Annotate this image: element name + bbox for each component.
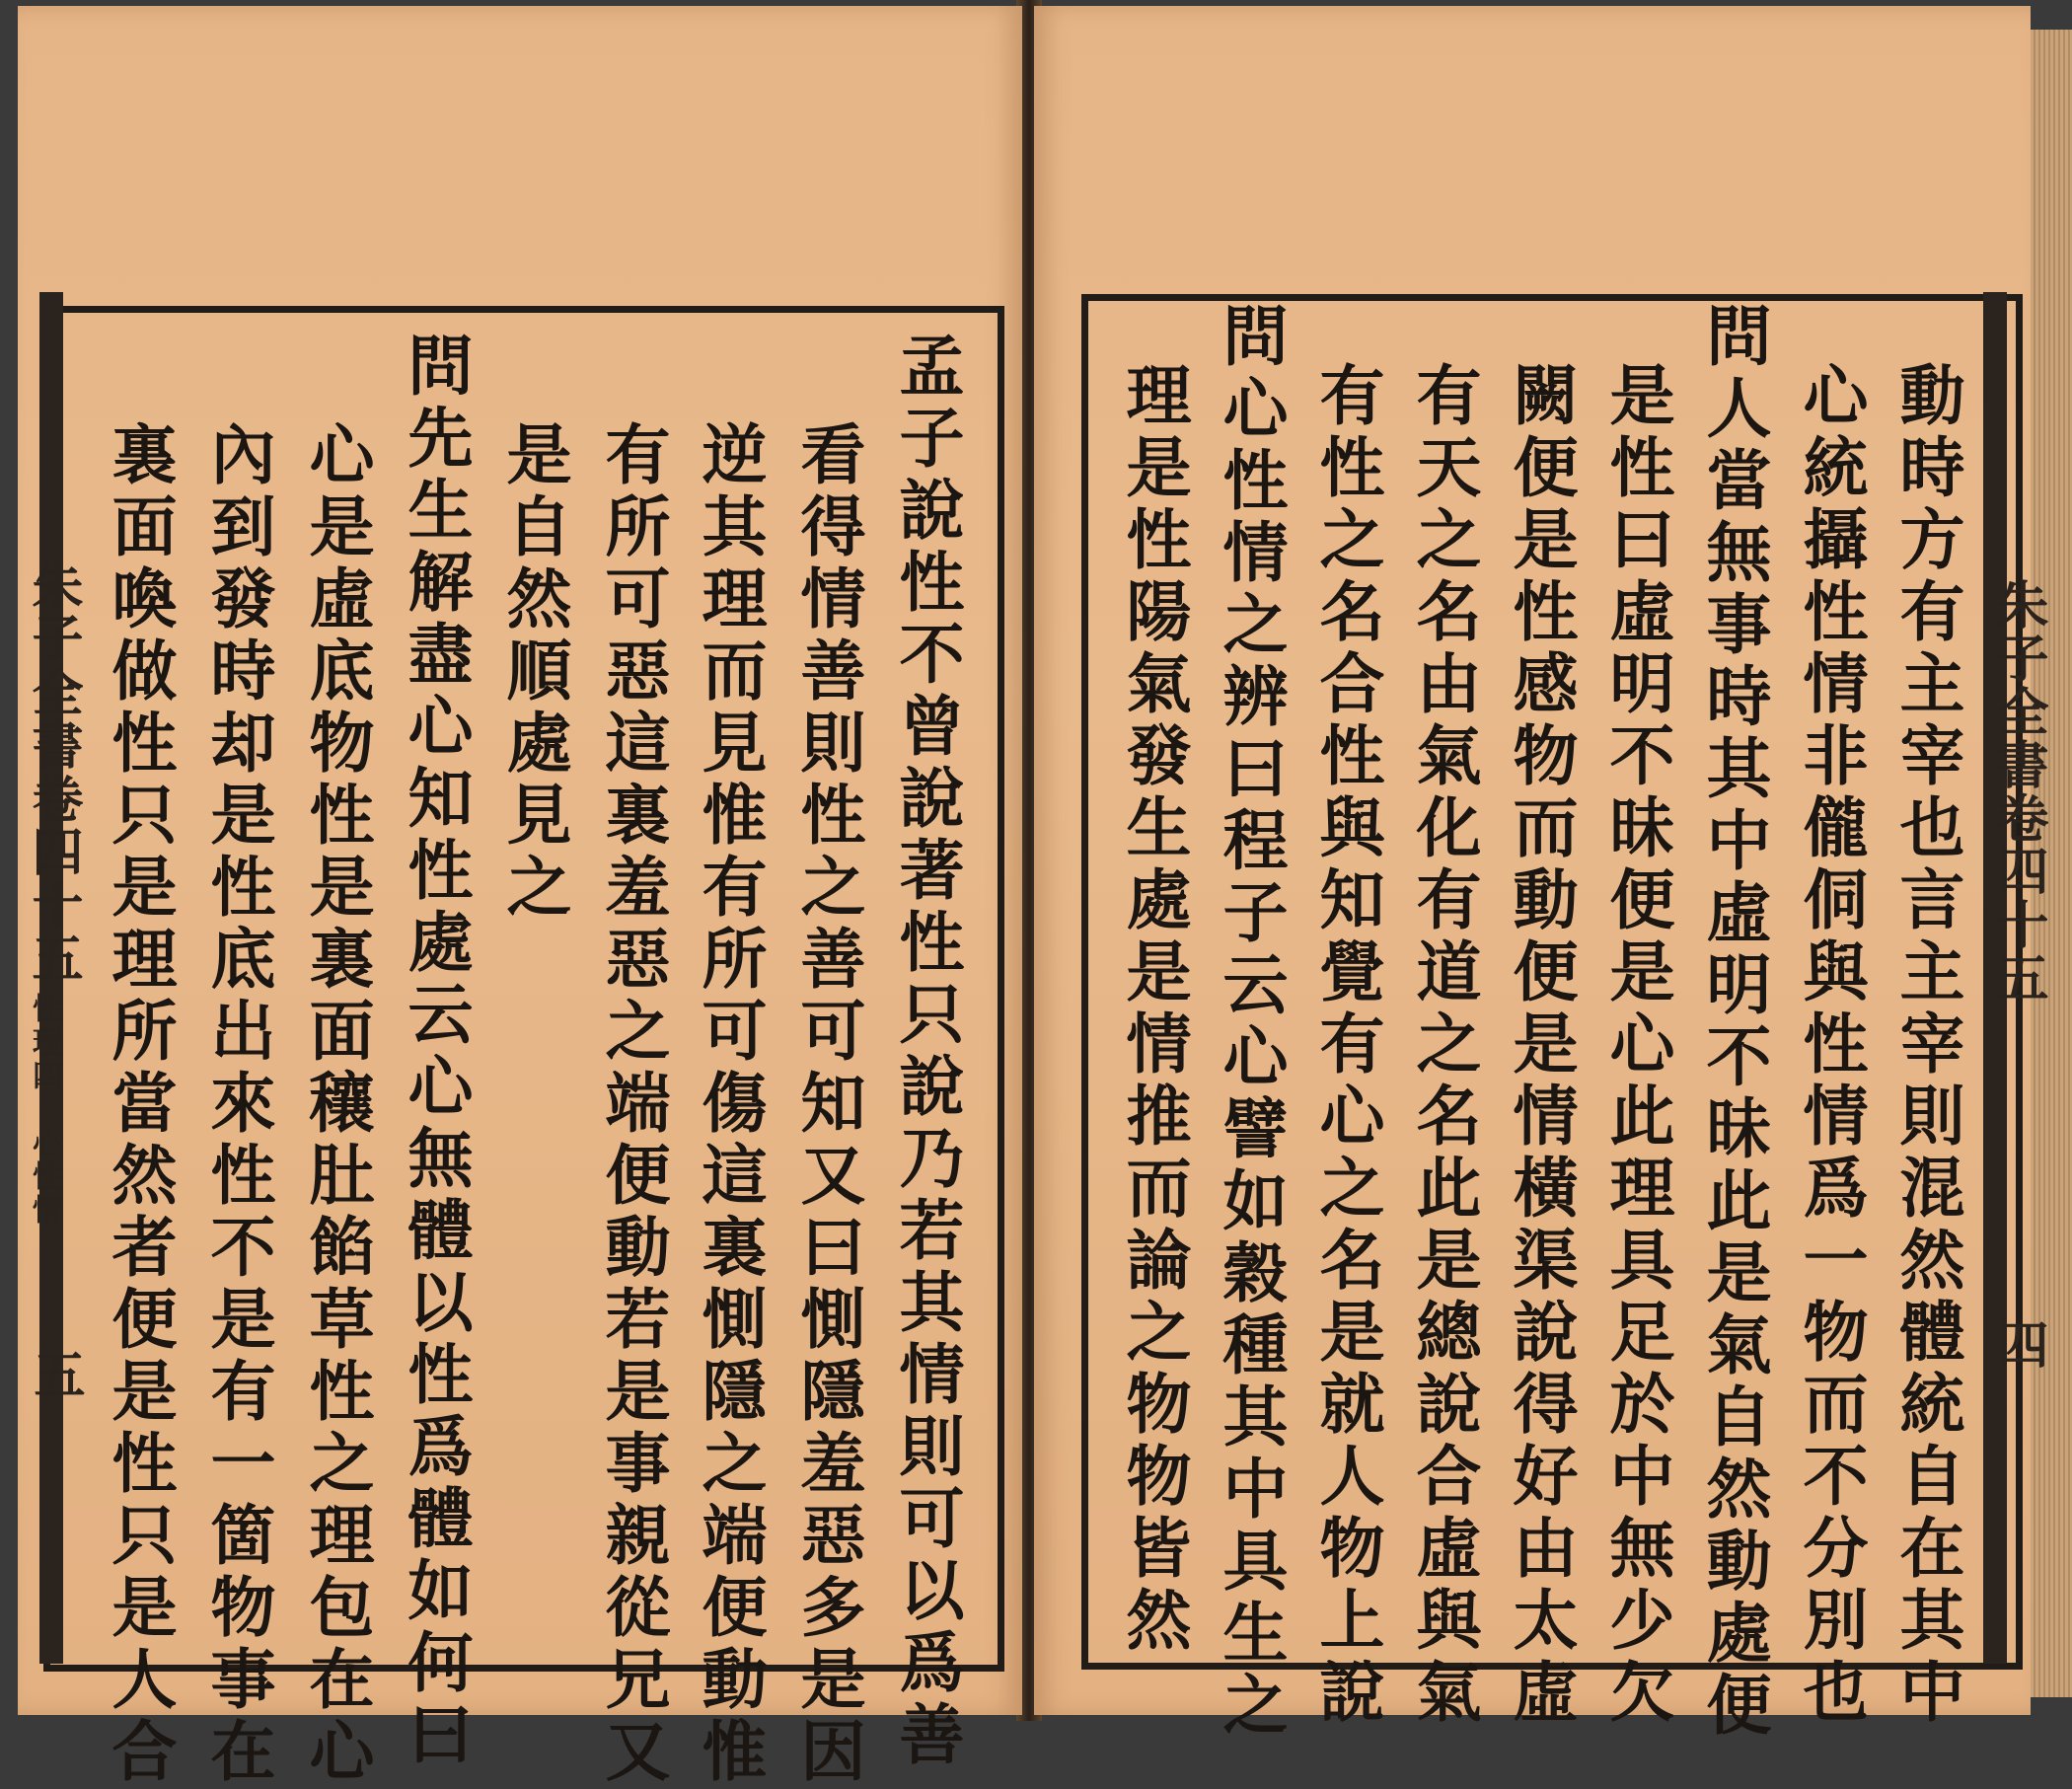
right-banxin-page: 四 (1988, 1318, 2048, 1370)
left-page (18, 6, 1022, 1789)
right-col-7: 有性之名合性與知覺有心之名是就人物上說 (1308, 361, 1385, 1730)
left-col-9: 裏面喚做性只是理所當然者便是性只是人合 (101, 420, 178, 1789)
left-col-4: 有所可惡這裏羞惡之端便動若是事親從兄又 (594, 420, 671, 1789)
right-page (1034, 6, 2048, 1743)
right-banxin-title: 朱子全書卷四十五 (1988, 578, 2048, 1005)
left-col-2: 看得情善則性之善可知又曰惻隱羞惡多是因 (789, 420, 866, 1789)
right-col-3: 問人當無事時其中虛明不昧此是氣自然動處便 (1695, 302, 1772, 1743)
left-col-6: 問先生解盡心知性處云心無體以性爲體如何曰 (397, 332, 474, 1772)
right-col-8: 問心性情之辨曰程子云心譬如穀種其中具生之 (1212, 302, 1289, 1743)
left-banxin-section: 性理四 心性情 (27, 993, 61, 1228)
right-col-4: 是性曰虛明不昧便是心此理具足於中無少欠 (1598, 361, 1675, 1730)
right-col-5: 闕便是性感物而動便是情橫渠說得好由太虛 (1502, 361, 1579, 1730)
left-col-7: 心是虛底物性是裏面穰肚餡草性之理包在心 (298, 420, 375, 1789)
left-banxin-page: 五 (25, 1348, 85, 1399)
right-col-1: 動時方有主宰也言主宰則混然體統自在其中 (1888, 361, 1965, 1730)
right-col-9: 理是性陽氣發生處是情推而論之物物皆然 (1115, 361, 1192, 1658)
left-col-3: 逆其理而見惟有所可傷這裏惻隱之端便動惟 (691, 420, 768, 1789)
right-col-2: 心統攝性情非儱侗與性情爲一物而不分別也 (1792, 361, 1869, 1730)
left-col-1: 孟子說性不曾說著性只說乃若其情則可以爲善 (888, 332, 965, 1772)
right-col-6: 有天之名由氣化有道之名此是總說合虛與氣 (1405, 361, 1482, 1730)
left-col-8: 內到發時却是性底出來性不是有一箇物事在 (199, 420, 276, 1789)
left-col-5: 是自然順處見之 (495, 420, 572, 925)
left-banxin-title: 朱子全書卷四十五 (23, 559, 83, 985)
